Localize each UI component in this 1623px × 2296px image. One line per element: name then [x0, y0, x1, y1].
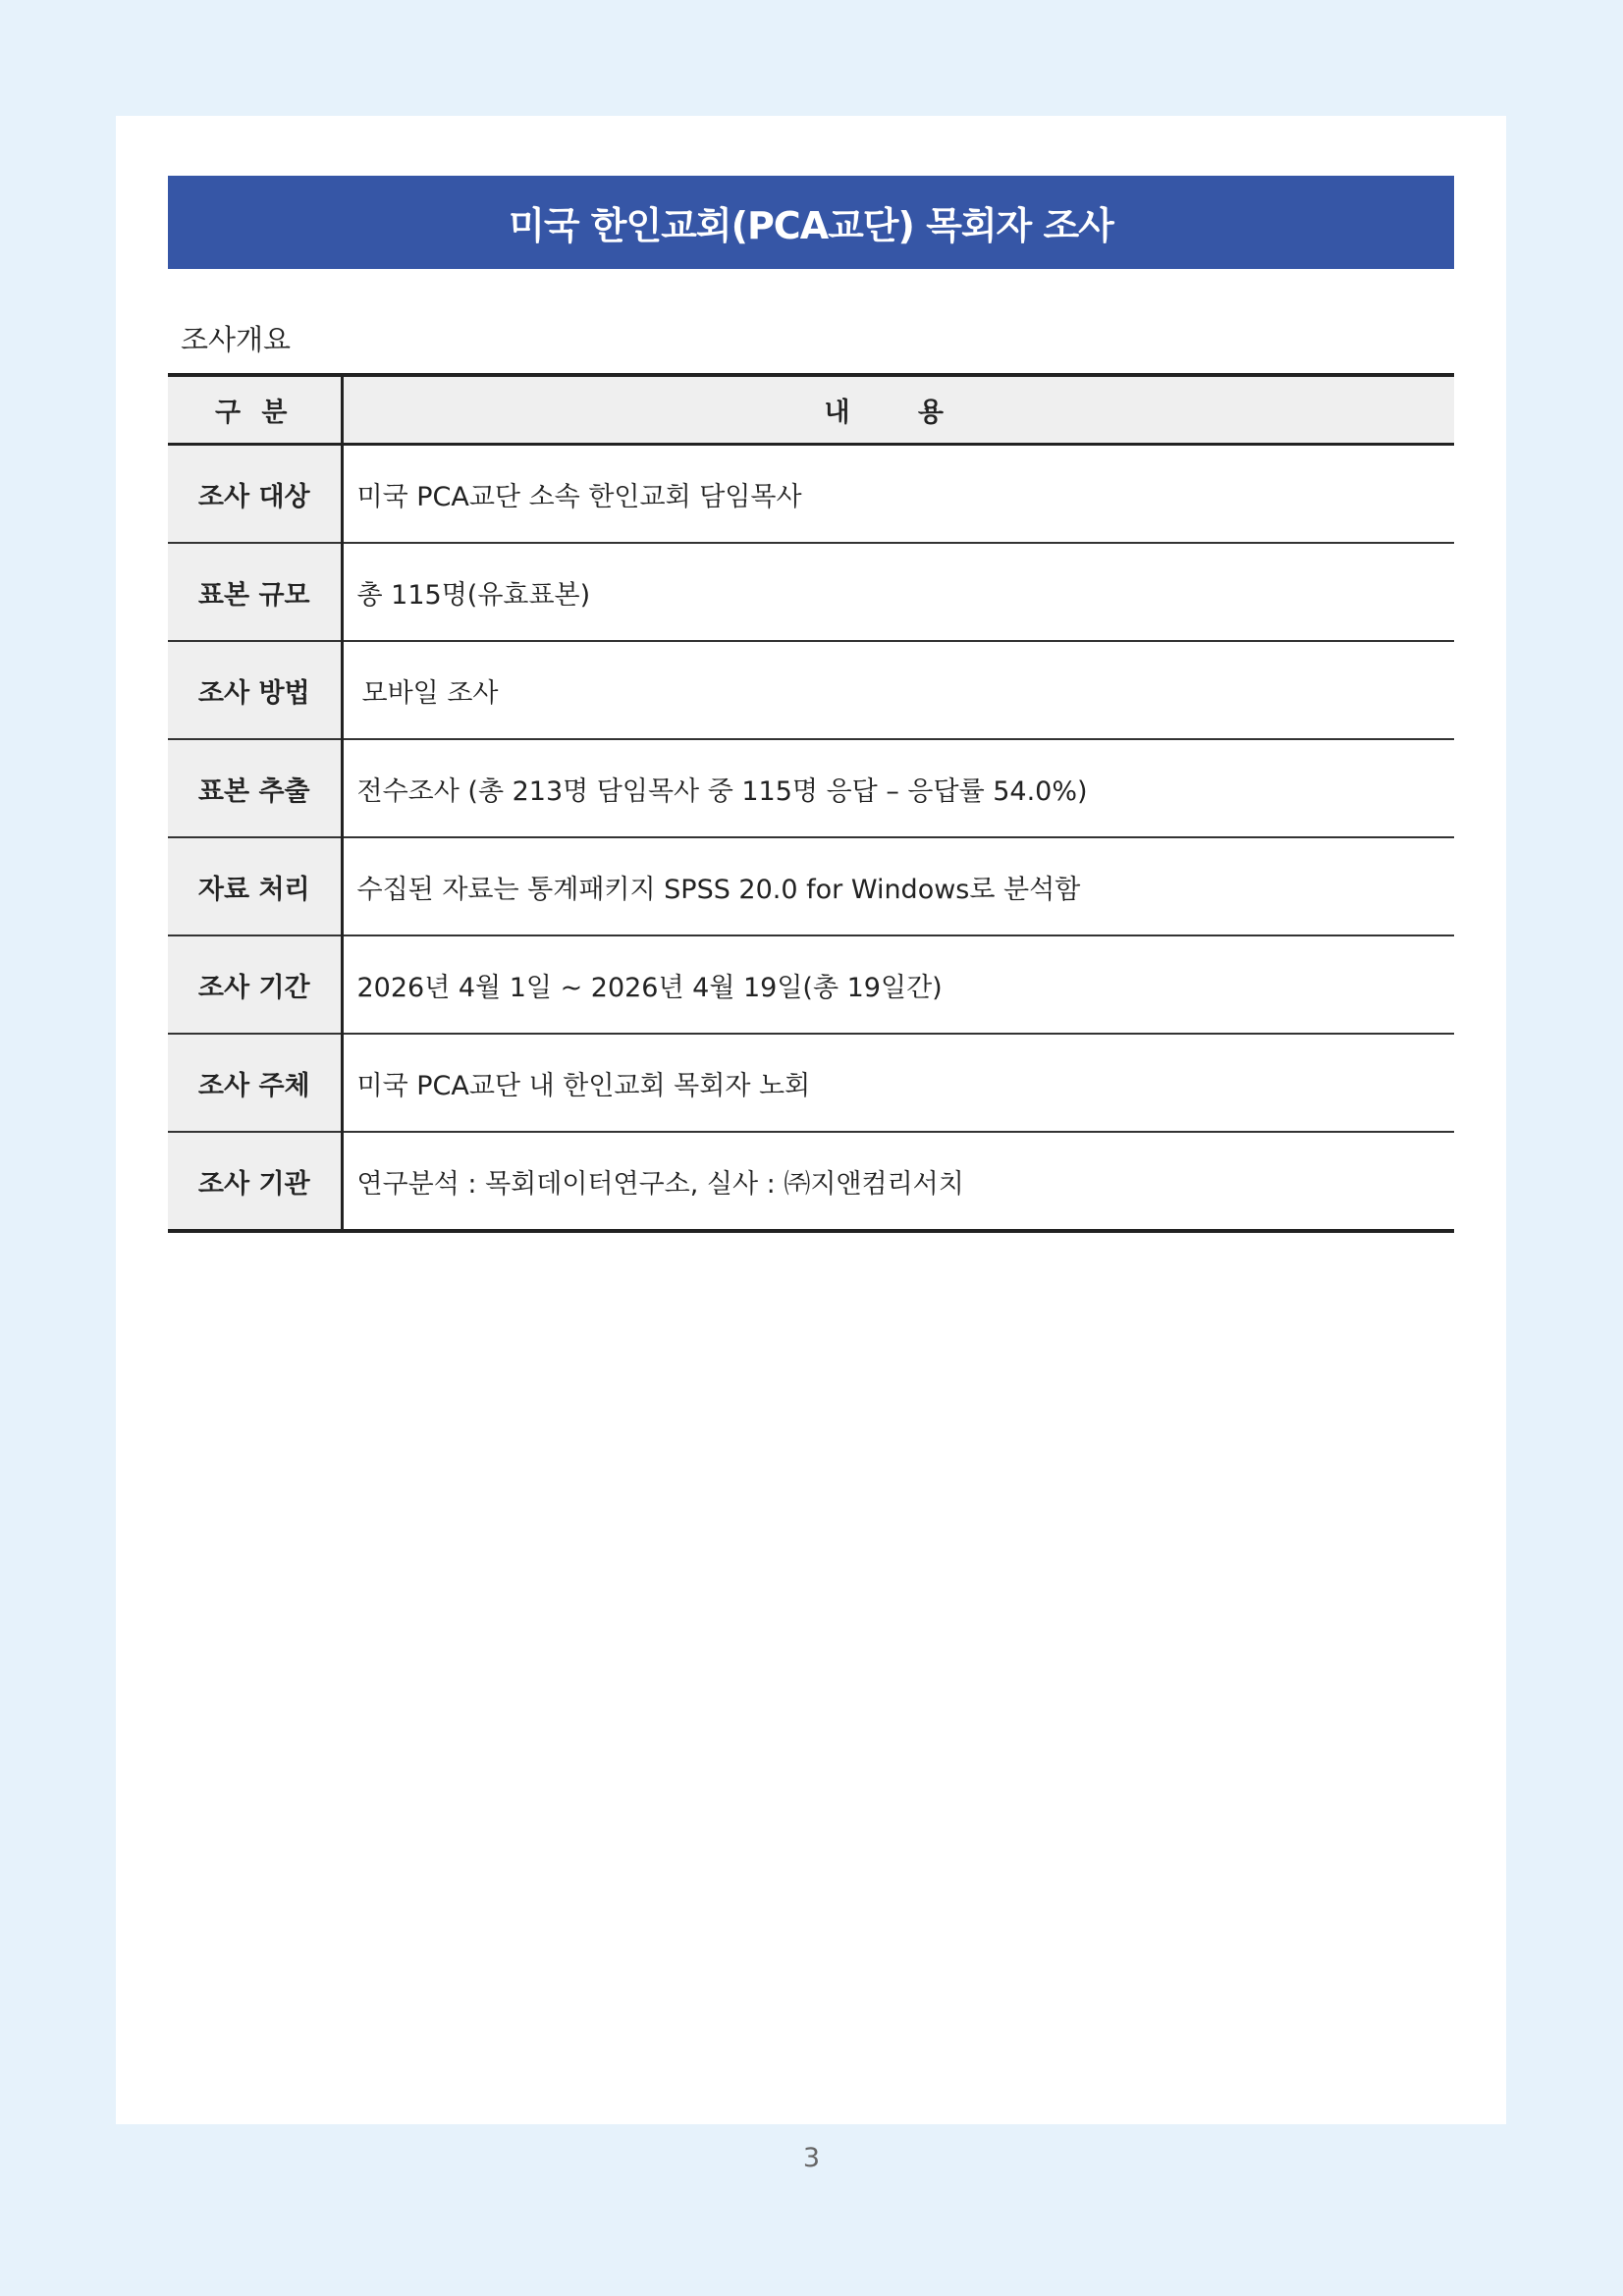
row-key: 조사 기관	[168, 1132, 342, 1231]
row-key: 표본 추출	[168, 739, 342, 837]
row-key: 조사 방법	[168, 641, 342, 739]
row-key: 조사 주체	[168, 1034, 342, 1132]
row-value: 총 115명(유효표본)	[342, 543, 1454, 641]
header-category: 구 분	[168, 375, 342, 445]
overview-table	[168, 373, 1454, 1233]
row-value: 전수조사 (총 213명 담임목사 중 115명 응답 – 응답률 54.0%)	[342, 739, 1454, 837]
row-value: 미국 PCA교단 소속 한인교회 담임목사	[342, 445, 1454, 544]
table-row	[168, 445, 1454, 544]
row-value: 모바일 조사	[342, 641, 1454, 739]
table-row	[168, 543, 1454, 641]
header-content: 내 용	[342, 375, 1454, 445]
document-page	[116, 116, 1506, 2124]
table-row	[168, 641, 1454, 739]
table-row	[168, 935, 1454, 1034]
row-key: 조사 대상	[168, 445, 342, 544]
title-banner	[168, 176, 1454, 269]
table-row	[168, 739, 1454, 837]
section-label: 조사개요	[181, 323, 292, 356]
row-value: 수집된 자료는 통계패키지 SPSS 20.0 for Windows로 분석함	[342, 837, 1454, 935]
row-key: 자료 처리	[168, 837, 342, 935]
table-row	[168, 1132, 1454, 1231]
row-value: 미국 PCA교단 내 한인교회 목회자 노회	[342, 1034, 1454, 1132]
row-value: 연구분석 : 목회데이터연구소, 실사 : ㈜지앤컴리서치	[342, 1132, 1454, 1231]
page-number: 3	[802, 2143, 821, 2173]
table-row	[168, 837, 1454, 935]
table-header-row	[168, 375, 1454, 445]
table-row	[168, 1034, 1454, 1132]
row-key: 조사 기간	[168, 935, 342, 1034]
row-value: 2026년 4월 1일 ~ 2026년 4월 19일(총 19일간)	[342, 935, 1454, 1034]
document-title: 미국 한인교회(PCA교단) 목회자 조사	[509, 204, 1113, 247]
row-key: 표본 규모	[168, 543, 342, 641]
